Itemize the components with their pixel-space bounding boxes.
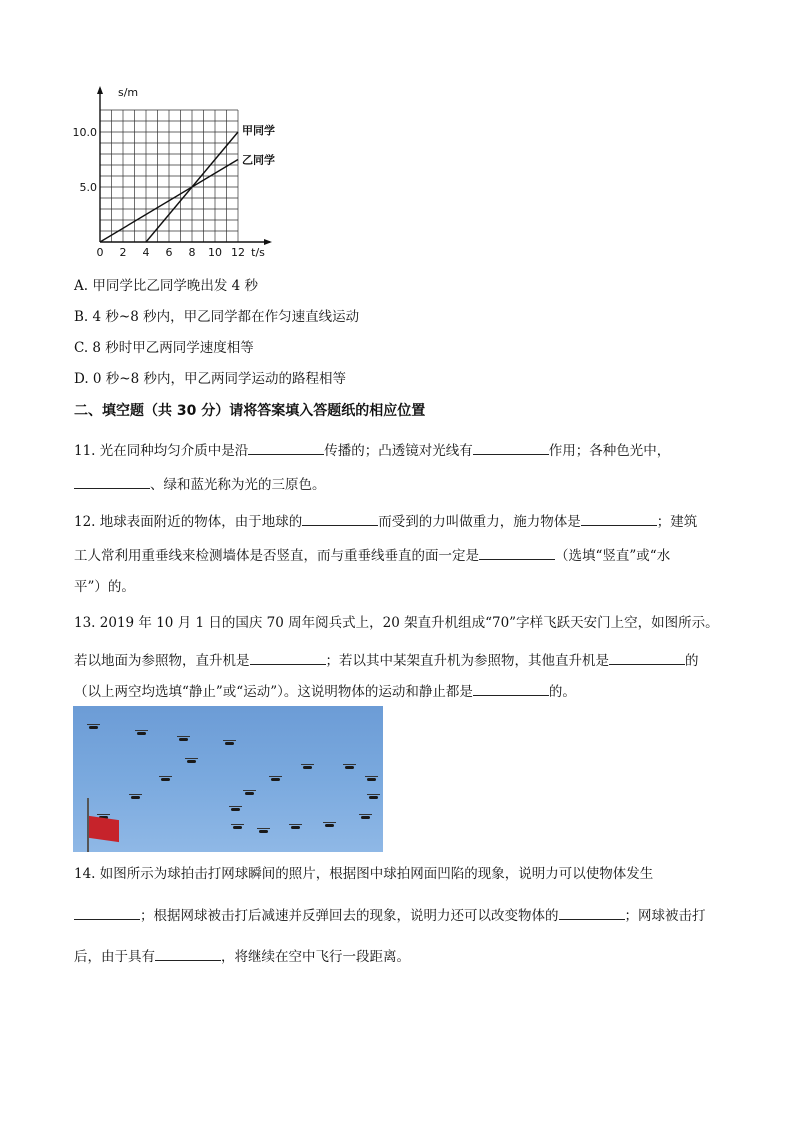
question-text: 地球表面附近的物体，由于地球的 [99, 514, 303, 530]
answer-blank[interactable] [581, 511, 657, 526]
x-tick-label: 8 [188, 246, 196, 259]
helicopter [359, 814, 372, 820]
question-14-line-1 [74, 864, 653, 884]
x-tick-label: 12 [231, 246, 245, 259]
helicopter [301, 764, 314, 770]
answer-blank[interactable] [479, 545, 555, 560]
answer-blank[interactable] [248, 440, 324, 455]
section-title: 二、填空题（共 30 分）请将答案填入答题纸的相应位置 [74, 403, 426, 419]
helicopter [129, 794, 142, 800]
question-text: ，将继续在空中飞行一段距离。 [221, 949, 410, 965]
answer-blank[interactable] [302, 511, 378, 526]
series-label: 乙同学 [242, 153, 275, 167]
question-number: 11. [74, 443, 96, 459]
helicopter [343, 764, 356, 770]
question-text: 若以地面为参照物，直升机是 [74, 653, 250, 669]
question-text: 而受到的力叫做重力，施力物体是 [378, 514, 581, 530]
question-text: 的。 [548, 684, 576, 700]
helicopter [135, 730, 148, 736]
helicopter [289, 824, 302, 830]
graph-labels [73, 86, 276, 259]
helicopter [243, 790, 256, 796]
distance-time-graph [70, 84, 280, 264]
question-text: 如图所示为球拍击打网球瞬间的照片，根据图中球拍网面凹陷的现象，说明力可以使物体发生 [99, 866, 654, 882]
question-number: 12. [74, 514, 96, 530]
series-label: 甲同学 [242, 124, 275, 137]
question-text: 、绿和蓝光称为光的三原色。 [150, 477, 326, 493]
question-13-line-3 [74, 681, 576, 702]
helicopter [257, 828, 270, 834]
answer-blank[interactable] [473, 440, 549, 455]
answer-blank[interactable] [559, 905, 625, 920]
question-11-line-1 [74, 440, 670, 461]
answer-blank[interactable] [155, 946, 221, 961]
x-tick-label: 4 [142, 246, 150, 259]
helicopter [223, 740, 236, 746]
answer-blank[interactable] [250, 650, 326, 665]
x-tick-label: 10 [208, 246, 222, 259]
helicopter [87, 724, 100, 730]
y-tick-label: 10.0 [72, 126, 97, 139]
helicopter-formation-photo [73, 706, 383, 852]
helicopter [231, 824, 244, 830]
question-text: ；若以其中某架直升机为参照物，其他直升机是 [325, 653, 609, 669]
option-c: C. 8 秒时甲乙两同学速度相等 [74, 340, 254, 356]
answer-blank[interactable] [74, 474, 150, 489]
question-text: （以上两空均选填“静止”或“运动”）。这说明物体的运动和静止都是 [74, 684, 473, 700]
question-text: ；网球被击打 [624, 908, 706, 924]
helicopter [177, 736, 190, 742]
question-text: （选填“竖直”或“水 [555, 548, 671, 564]
x-tick-label: 6 [165, 246, 173, 259]
question-text: ；根据网球被击打后减速并反弹回去的现象，说明力还可以改变物体的 [140, 908, 559, 924]
question-13-line-2 [74, 650, 699, 671]
x-axis-arrow [264, 239, 272, 245]
y-tick-label: 5.0 [79, 181, 97, 194]
helicopter [159, 776, 172, 782]
answer-blank[interactable] [473, 681, 549, 696]
graph-grid [100, 110, 238, 242]
question-text: 后，由于具有 [74, 949, 155, 965]
option-a: A. 甲同学比乙同学晚出发 4 秒 [74, 278, 259, 294]
question-text: 平”）的。 [74, 579, 135, 595]
question-text: 传播的；凸透镜对光线有 [324, 443, 473, 459]
question-number: 13. [74, 615, 96, 631]
question-12-line-3 [74, 577, 135, 597]
option-b: B. 4 秒~8 秒内，甲乙同学都在作匀速直线运动 [74, 309, 360, 325]
question-text: 工人常利用重垂线来检测墙体是否竖直，而与重垂线垂直的面一定是 [74, 548, 479, 564]
x-axis-label: t/s [251, 246, 265, 259]
question-14-line-3 [74, 946, 410, 967]
question-text: ；建筑 [656, 514, 698, 530]
helicopter [365, 776, 378, 782]
answer-blank[interactable] [74, 905, 140, 920]
question-11-line-2 [74, 474, 326, 495]
helicopter [269, 776, 282, 782]
question-text: 的 [685, 653, 699, 669]
question-13-line-1 [74, 613, 719, 633]
helicopter [229, 806, 242, 812]
y-axis-arrow [97, 86, 103, 94]
question-text: 光在同种均匀介质中是沿 [99, 443, 249, 459]
helicopter [323, 822, 336, 828]
red-flag [89, 816, 119, 842]
answer-blank[interactable] [609, 650, 685, 665]
helicopter [185, 758, 198, 764]
question-14-line-2 [74, 905, 706, 926]
option-d: D. 0 秒~8 秒内，甲乙两同学运动的路程相等 [74, 371, 346, 387]
question-12-line-1 [74, 511, 697, 532]
x-tick-label: 2 [119, 246, 127, 259]
y-axis-label: s/m [118, 86, 139, 99]
helicopter [367, 794, 380, 800]
question-number: 14. [74, 866, 96, 882]
question-text: 2019 年 10 月 1 日的国庆 70 周年阅兵式上，20 架直升机组成“70”字样飞跃天安门上空，如图所示。 [99, 615, 719, 631]
x-tick-label: 0 [96, 246, 104, 259]
question-12-line-2 [74, 545, 670, 566]
question-text: 作用；各种色光中， [548, 443, 671, 459]
